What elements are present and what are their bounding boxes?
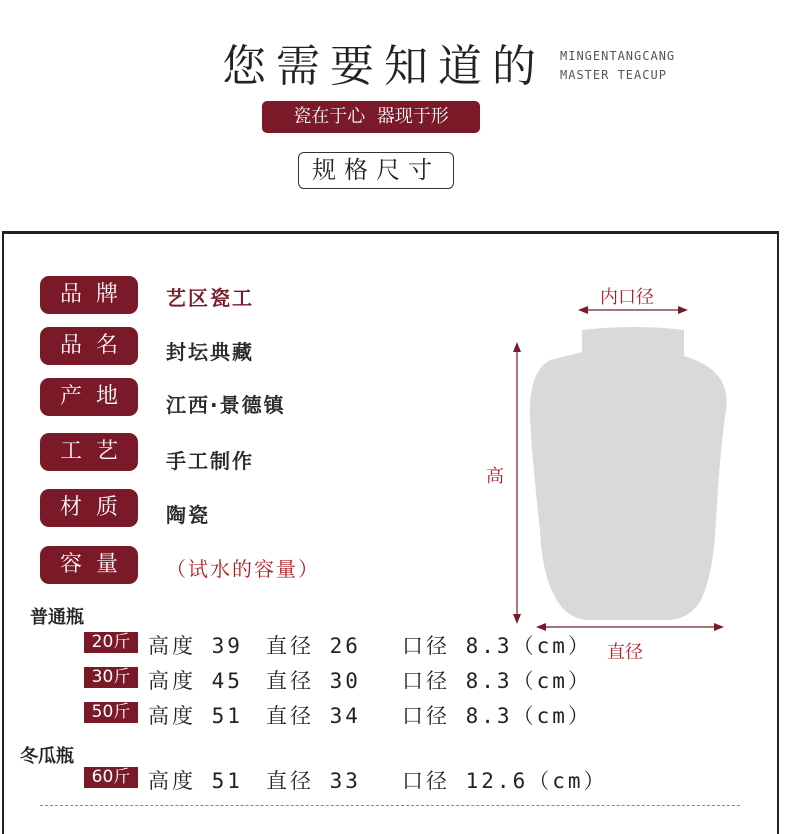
section-title: 规格尺寸 bbox=[298, 152, 454, 189]
height-arrow-top bbox=[513, 342, 521, 352]
brand-subtitle-line1: MINGENTANGCANG bbox=[560, 49, 676, 63]
spec-label-origin: 产地 bbox=[40, 378, 138, 416]
inner-diameter-arrow-left bbox=[578, 306, 588, 314]
slogan-banner: 瓷在于心 器现于形 bbox=[262, 101, 480, 133]
spec-label-capacity: 容量 bbox=[40, 546, 138, 584]
page-title: 您需要知道的 bbox=[222, 41, 546, 92]
jar-diagram bbox=[470, 280, 760, 660]
spec-label-material: 材质 bbox=[40, 489, 138, 527]
weight-badge: 60斤 bbox=[84, 767, 138, 788]
group-title-regular: 普通瓶 bbox=[30, 607, 84, 628]
weight-badge: 50斤 bbox=[84, 702, 138, 723]
height-arrow-bottom bbox=[513, 614, 521, 624]
brand-subtitle-line2: MASTER TEACUP bbox=[560, 68, 667, 82]
mouth-value: 口径 8.3（cm） bbox=[402, 704, 592, 728]
spec-label-product: 品名 bbox=[40, 327, 138, 365]
height-value: 高度 45 bbox=[148, 669, 243, 693]
inner-diameter-arrow-right bbox=[678, 306, 688, 314]
group-title-winter-melon: 冬瓜瓶 bbox=[20, 746, 74, 767]
weight-badge: 30斤 bbox=[84, 667, 138, 688]
inner-diameter-label: 内口径 bbox=[600, 287, 654, 308]
diameter-label: 直径 bbox=[607, 642, 643, 663]
spec-value-brand: 艺区瓷工 bbox=[166, 286, 254, 310]
weight-badge: 20斤 bbox=[84, 632, 138, 653]
spec-value-origin: 江西·景德镇 bbox=[166, 393, 286, 417]
diameter-value: 直径 34 bbox=[266, 704, 361, 728]
height-value: 高度 39 bbox=[148, 634, 243, 658]
brand-subtitle bbox=[560, 47, 675, 85]
height-value: 高度 51 bbox=[148, 704, 243, 728]
jar-silhouette bbox=[530, 327, 727, 620]
spec-value-craft: 手工制作 bbox=[166, 449, 254, 473]
spec-value-product: 封坛典藏 bbox=[166, 340, 254, 364]
diameter-arrow-right bbox=[714, 623, 724, 631]
spec-value-capacity: （试水的容量） bbox=[166, 557, 320, 581]
spec-label-craft: 工艺 bbox=[40, 433, 138, 471]
spec-value-material: 陶瓷 bbox=[166, 503, 210, 527]
mouth-value: 口径 8.3（cm） bbox=[402, 669, 592, 693]
dashed-divider bbox=[40, 805, 740, 806]
diameter-value: 直径 30 bbox=[266, 669, 361, 693]
mouth-value: 口径 8.3（cm） bbox=[402, 634, 592, 658]
height-label: 高 bbox=[486, 466, 504, 487]
mouth-value: 口径 12.6（cm） bbox=[402, 769, 608, 793]
spec-label-brand: 品牌 bbox=[40, 276, 138, 314]
diameter-value: 直径 33 bbox=[266, 769, 361, 793]
height-value: 高度 51 bbox=[148, 769, 243, 793]
diameter-value: 直径 26 bbox=[266, 634, 361, 658]
